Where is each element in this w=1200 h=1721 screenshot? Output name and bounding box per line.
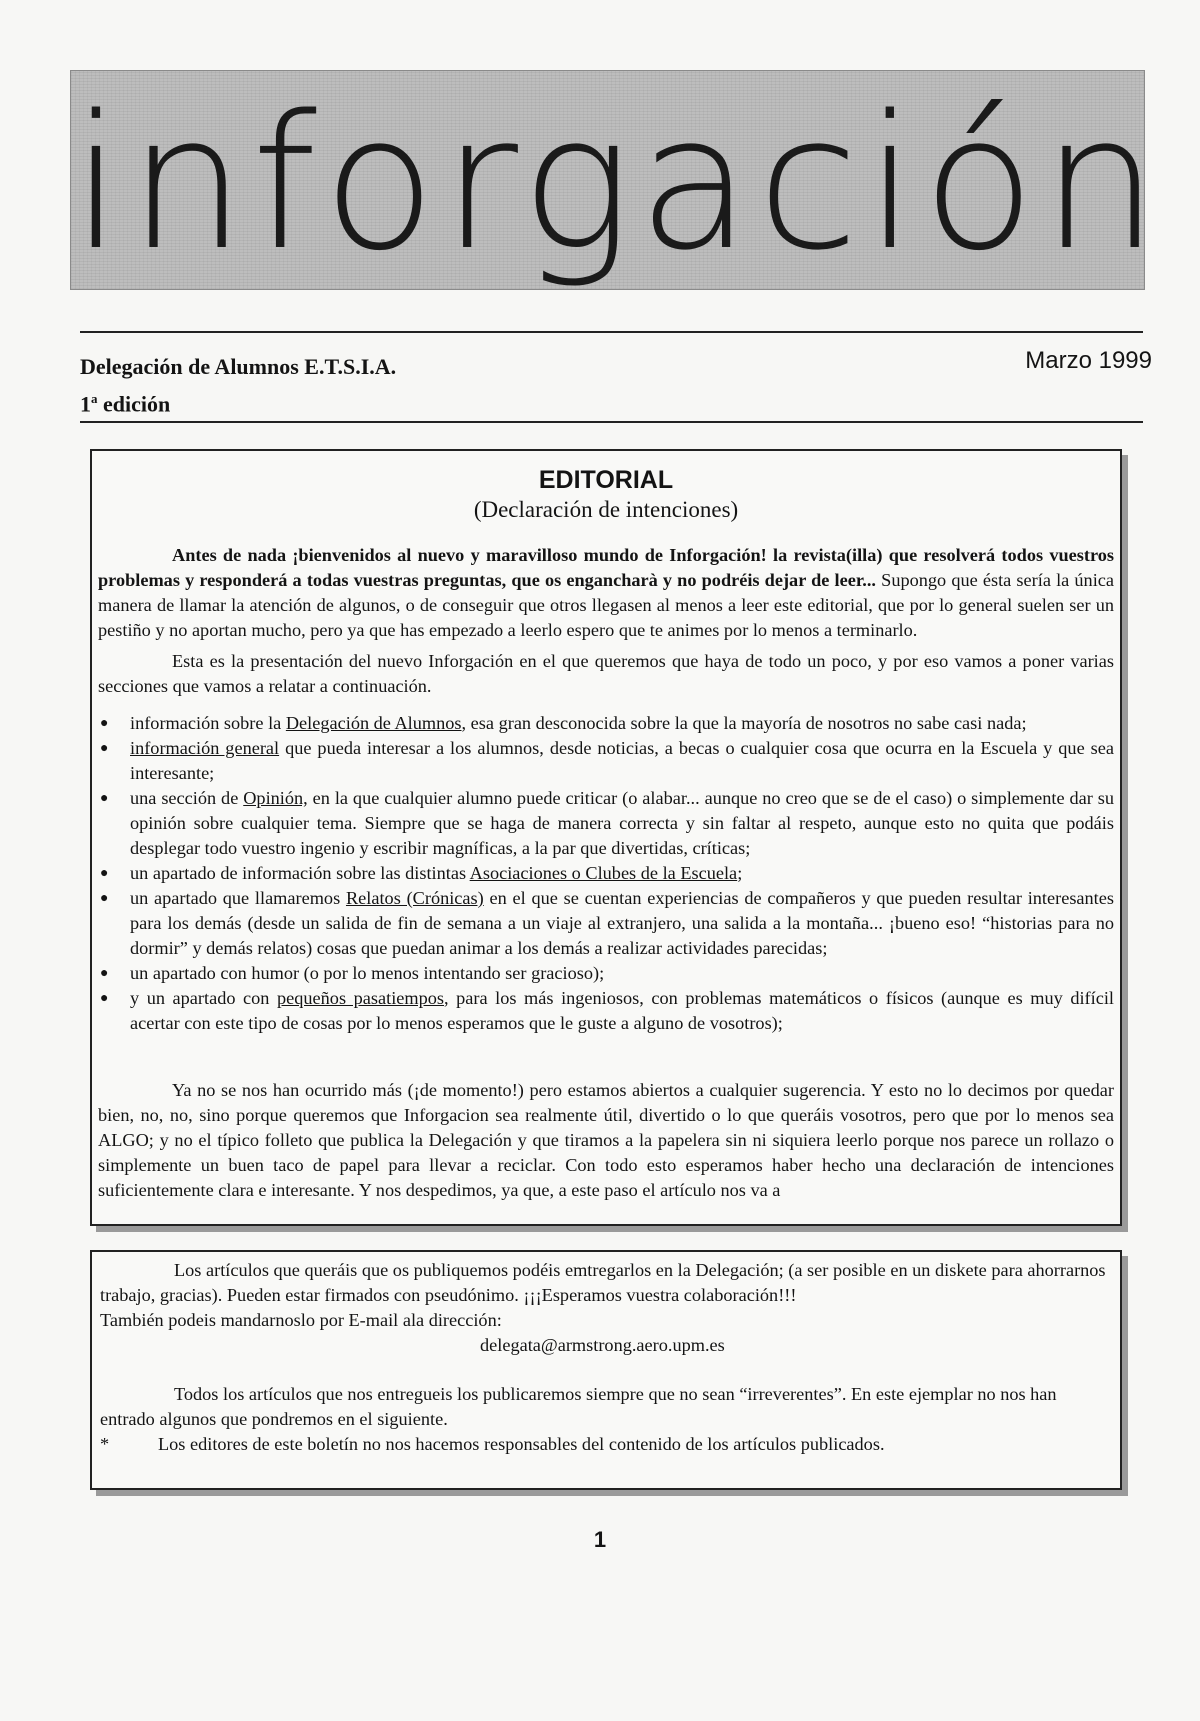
- masthead-logo: inforgación: [71, 75, 1165, 291]
- list-item: ● información sobre la Delegación de Alumnos, esa gran desconocida sobre la que la mayoría de nosotros no sabe casi nada;: [98, 711, 1114, 736]
- header-rule-top: [80, 331, 1143, 333]
- list-item: ● un apartado de información sobre las distintas Asociaciones o Clubes de la Escuela;: [98, 861, 1114, 886]
- disclaimer-line: [100, 1432, 1112, 1457]
- disclaimer-text: Los editores de este boletín no nos hacemos responsables del contenido de los artículos publicados.: [158, 1434, 885, 1454]
- editorial-paragraph-2: Esta es la presentación del nuevo Inforgación en el que queremos que haya de todo un poco, y por eso vamos a poner varias secciones que vamos a relatar a continuación.: [98, 651, 1114, 696]
- list-item: ● información general que pueda interesar a los alumnos, desde noticias, a becas o cualquier cosa que ocurra en la Escuela y que sea interesante;: [98, 736, 1114, 786]
- page-number: 1: [593, 1527, 607, 1552]
- editorial-title: EDITORIAL: [538, 466, 674, 494]
- list-item: ● un apartado que llamaremos Relatos (Crónicas) en el que se cuentan experiencias de compañeros y que pueden resultar interesantes para los demás (desde un salida de fin de semana a un viaje al extranjero, una salida a la montaña... ¡bueno eso! “historias para no dormir” y demás relatos) cosas que puedan animar a los demás a realizar actividades parecidas;: [98, 886, 1114, 961]
- list-item: ● una sección de Opinión, en la que cualquier alumno puede criticar (o alabar... aunque no creo que se de el caso) o simplemente dar su opinión sobre cualquier tema. Siempre que se haga de manera correcta y sin faltar al respeto, aunque esto no quita que podáis desplegar todo vuestro ingenio y escribir magníficas, a la par que divertidas, críticas;: [98, 786, 1114, 861]
- editorial-paragraph-3: Ya no se nos han ocurrido más (¡de momento!) pero estamos abiertos a cualquier sugerencia. Y esto no lo decimos por quedar bien, no, no, sino porque queremos que Inforgacion sea realmente útil, divertido o lo que queráis vosotros, pero que por lo menos sea ALGO; y no el típico folleto que publica la Delegación y que tiramos a la papelera sin ni siquiera leerlo porque nos parece un rollazo o simplemente un buen taco de papel para llevar a reciclar. Con todo esto esperamos haber hecho una declaración de intenciones suficientemente clara e interesante. Y nos despedimos, ya que, a este paso el artículo nos va a: [98, 1080, 1114, 1200]
- submission-notice-box: [90, 1250, 1122, 1490]
- editorial-paragraph-1: Antes de nada ¡bienvenidos al nuevo y maravilloso mundo de Inforgación! la revista(illa) que resolverá todos vuestros problemas y responderá a todas vuestras preguntas, que os engancharà y no podréis dejar de leer... Supongo que ésta sería la única manera de llamar la atención de algunos, o de conseguir que otros llegasen al menos a leer este editorial, que por lo general suelen ser un pestiño y no aportan mucho, pero ya que has empezado a leerlo espero que te animes por lo menos a terminarlo.: [98, 545, 1115, 640]
- editorial-body: [92, 543, 1120, 1203]
- notice-paragraph-3: Todos los artículos que nos entregueis los publicaremos siempre que no sean “irreverentes”. En este ejemplar no nos han entrado algunos que pondremos en el siguiente.: [100, 1384, 1057, 1429]
- organization-name: Delegación de Alumnos E.T.S.I.A.: [80, 354, 397, 379]
- publication-info: [80, 351, 396, 420]
- list-item: ● y un apartado con pequeños pasatiempos, para los más ingeniosos, con problemas matemáticos o físicos (aunque es muy difícil acertar con este tipo de cosas por lo menos esperamos que le guste a alguno de vosotros);: [98, 986, 1114, 1036]
- contact-email: delegata@armstrong.aero.upm.es: [480, 1335, 725, 1355]
- editorial-box: [90, 449, 1122, 1226]
- asterisk-mark: *: [100, 1434, 110, 1454]
- notice-paragraph-1: Los artículos que queráis que os publiquemos podéis emtregarlos en la Delegación; (a ser posible en un diskete para ahorrarnos trabajo, gracias). Pueden estar firmados con pseudónimo. ¡¡¡Esperamos vuestra colaboración!!!: [100, 1260, 1106, 1305]
- issue-date: Marzo 1999: [1025, 347, 1152, 374]
- header-rule-bottom: [80, 421, 1143, 423]
- notice-paragraph-2: También podeis mandarnoslo por E-mail ala dirección:: [100, 1310, 502, 1330]
- list-item: ● un apartado con humor (o por lo menos intentando ser gracioso);: [98, 961, 1114, 986]
- editorial-subtitle: (Declaración de intenciones): [473, 497, 739, 522]
- sections-list: [98, 711, 1114, 1036]
- masthead-banner: [70, 70, 1165, 291]
- edition-label: 1$^a$ edición: [80, 391, 171, 417]
